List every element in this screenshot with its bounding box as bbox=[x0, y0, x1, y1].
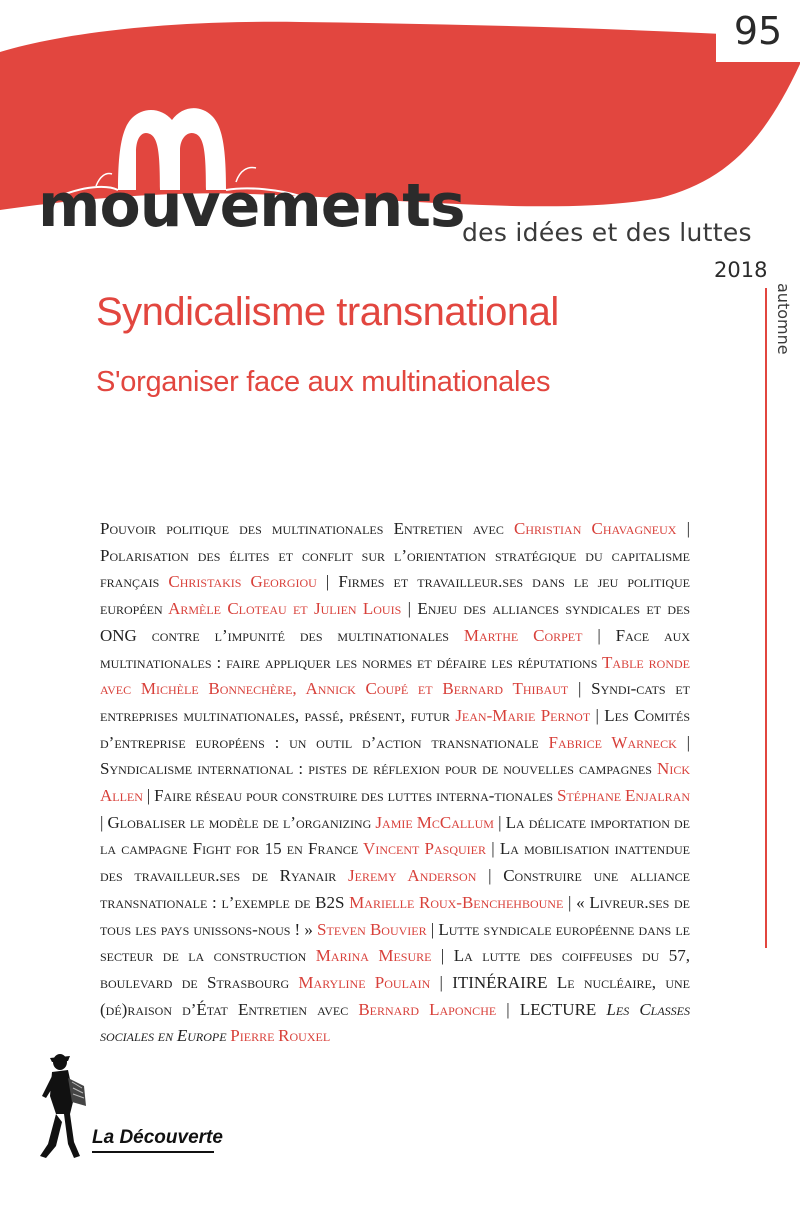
toc-text: | La délicate importation de la campagne Fight for 15 en France bbox=[100, 812, 690, 859]
toc-text: | Globaliser le modèle de l’organizing bbox=[100, 812, 376, 832]
toc-text: | Enjeu des alliances syndicales et des bbox=[401, 599, 690, 619]
toc-text: | Polarisation des élites et conflit sur l’orientation stratégique du capitalisme français bbox=[100, 519, 690, 592]
toc-section-label: ONG bbox=[100, 625, 137, 645]
magazine-title: mouvements bbox=[38, 171, 465, 241]
toc-text: | Faire réseau pour construire des luttes interna-tionales bbox=[142, 786, 557, 806]
toc-author: Jean-Marie Pernot bbox=[455, 705, 591, 725]
toc-author: Marielle Roux-Benchehboune bbox=[349, 892, 564, 912]
vertical-divider bbox=[765, 288, 767, 948]
issue-year: 2018 bbox=[714, 258, 768, 282]
toc-text: | Face aux multinationales : faire appliquer les normes et défaire les réputations bbox=[100, 625, 690, 672]
toc-author: Table ronde avec Michèle Bonnechère, Annick Coupé et Bernard Thibaut bbox=[100, 652, 691, 699]
toc-author: Fabrice Warneck bbox=[548, 732, 677, 752]
toc-author: Marthe Corpet bbox=[463, 625, 583, 645]
toc-text bbox=[596, 1000, 606, 1019]
toc-section-label: ITINÉRAIRE bbox=[452, 972, 548, 992]
toc-text: | Firmes et travailleur.ses dans le jeu politique européen bbox=[100, 572, 690, 619]
toc-author: Bernard Laponche bbox=[358, 999, 497, 1019]
toc-author: Maryline Poulain bbox=[298, 972, 431, 992]
toc-author: Steven Bouvier bbox=[317, 919, 427, 939]
toc-text: | Syndi-cats et entreprises multinationales, passé, présent, futur bbox=[100, 679, 690, 725]
toc-text: | « Livreur.ses de tous les pays unissons-nous ! » bbox=[100, 892, 690, 939]
toc-text: | Construire une alliance transnationale : l’exemple de bbox=[100, 866, 690, 912]
issue-season: automne bbox=[774, 283, 793, 355]
toc-text: | La mobilisation inattendue des travailleur.ses de Ryanair bbox=[100, 839, 690, 886]
toc-section-label: LECTURE bbox=[519, 999, 597, 1019]
toc-author: Nick Allen bbox=[100, 759, 690, 806]
toc-text: | La lutte des coiffeuses du 57, boulevard de Strasbourg bbox=[100, 946, 690, 992]
issue-number: 95 bbox=[716, 0, 800, 62]
toc-text: Le nucléaire, une (dé)raison d’État Entretien avec bbox=[100, 972, 690, 1019]
walking-figure-logo bbox=[34, 1052, 94, 1162]
publisher-name: La Découverte bbox=[92, 1127, 223, 1148]
toc-author: Christian Chavagneux bbox=[514, 519, 677, 538]
toc-author: Pierre Rouxel bbox=[230, 1026, 331, 1046]
toc-book-title: Les Classes sociales en Europe bbox=[100, 999, 690, 1046]
toc-text: | bbox=[430, 972, 453, 992]
toc-author: Marina Mesure bbox=[315, 946, 432, 966]
toc-author: Vincent Pasquier bbox=[363, 839, 486, 859]
toc-author: Jeremy Anderson bbox=[348, 866, 477, 886]
toc-text: | Lutte syndicale européenne dans le secteur de la construction bbox=[100, 919, 690, 966]
publisher-underline bbox=[92, 1151, 214, 1153]
toc-author: Armèle Cloteau et Julien Louis bbox=[168, 599, 402, 619]
toc-text: | Syndicalisme international : pistes de réflexion pour de nouvelles campagnes bbox=[100, 732, 690, 779]
toc-text: contre l’impunité des multinationales bbox=[136, 625, 464, 645]
toc-text: | Les Comités d’entreprise européens : un outil d’action transnationale bbox=[100, 705, 691, 752]
toc-author: Stéphane Enjalran bbox=[556, 786, 690, 806]
magazine-tagline: des idées et des luttes bbox=[462, 218, 752, 247]
toc-author: Christakis Georgiou bbox=[168, 572, 317, 592]
toc-text: Pouvoir politique des multinationales Entretien avec bbox=[100, 519, 515, 538]
toc-text: | bbox=[496, 999, 520, 1019]
toc-author: Jamie McCallum bbox=[375, 812, 494, 832]
dossier-title: Syndicalisme transnational bbox=[96, 290, 559, 334]
toc-section-label: B2S bbox=[315, 892, 345, 912]
dossier-subtitle: S'organiser face aux multinationales bbox=[96, 366, 551, 398]
table-of-contents bbox=[100, 516, 690, 1050]
